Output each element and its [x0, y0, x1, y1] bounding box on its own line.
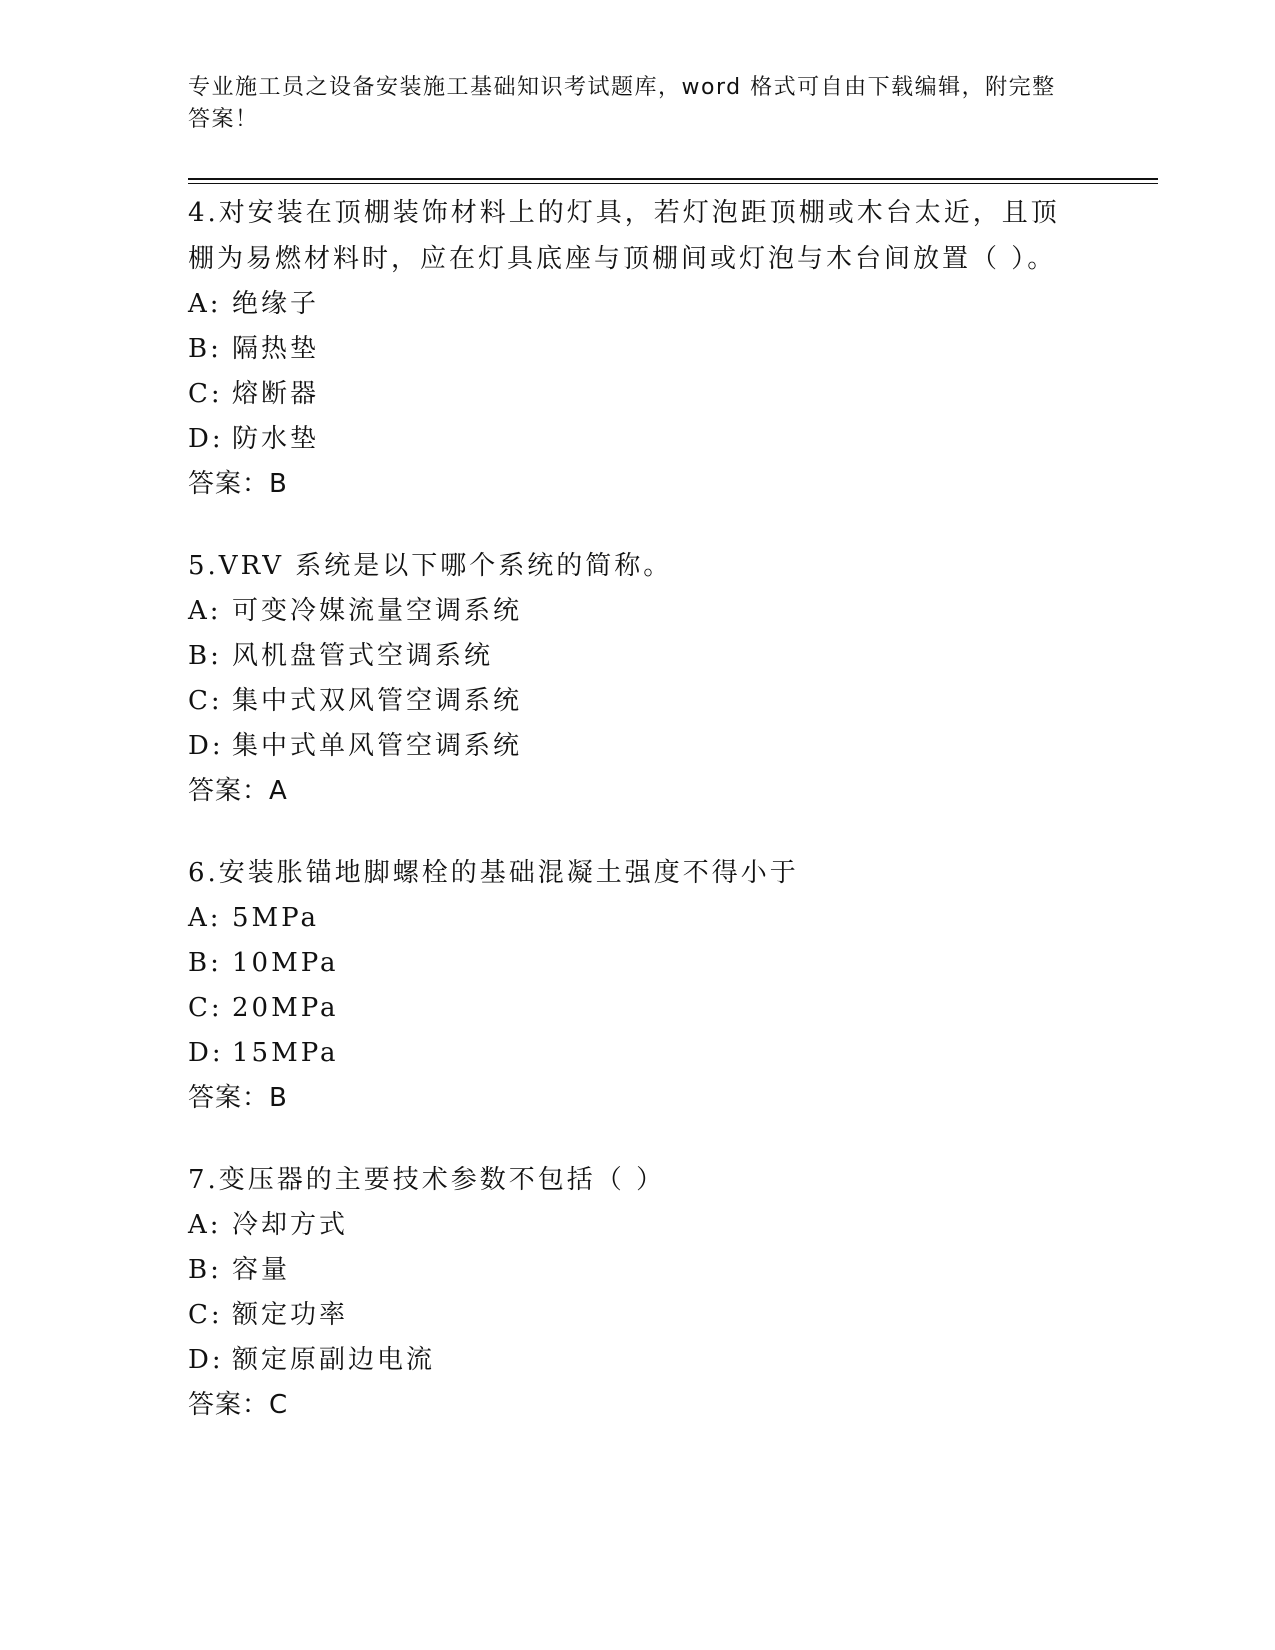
option-a: [188, 896, 1088, 941]
answer: 答案：A: [188, 776, 288, 806]
option-letter: C:: [188, 379, 223, 409]
option-text: 容量: [232, 1255, 291, 1285]
question-text: 7.变压器的主要技术参数不包括（ ）: [188, 1165, 666, 1195]
option-letter: B:: [188, 1255, 222, 1285]
option-b: [188, 941, 1088, 986]
question-text: 6.安装胀锚地脚螺栓的基础混凝土强度不得小于: [188, 858, 799, 888]
option-c: [188, 1293, 1088, 1338]
option-d: [188, 724, 1088, 769]
option-text: 风机盘管式空调系统: [232, 641, 494, 671]
option-letter: C:: [188, 1300, 223, 1330]
option-b: [188, 327, 1088, 372]
option-text: 10MPa: [232, 948, 339, 978]
option-c: [188, 986, 1088, 1031]
option-letter: D:: [188, 731, 224, 761]
question-list: [188, 190, 1088, 1464]
question-4: [188, 190, 1088, 507]
question-5: [188, 543, 1088, 814]
answer: 答案：C: [188, 1390, 289, 1420]
option-text: 隔热垫: [232, 334, 320, 364]
option-text: 防水垫: [232, 424, 320, 454]
option-text: 15MPa: [232, 1038, 339, 1068]
option-letter: D:: [188, 1038, 224, 1068]
option-letter: C:: [188, 993, 223, 1023]
answer: 答案：B: [188, 1083, 288, 1113]
option-c: [188, 372, 1088, 417]
option-b: [188, 634, 1088, 679]
option-letter: A:: [188, 903, 222, 933]
option-letter: D:: [188, 424, 224, 454]
option-d: [188, 417, 1088, 462]
header-note: 专业施工员之设备安装施工基础知识考试题库，word 格式可自由下载编辑，附完整答案！: [188, 75, 1056, 132]
option-letter: B:: [188, 948, 222, 978]
option-text: 集中式双风管空调系统: [232, 686, 523, 716]
option-letter: A:: [188, 289, 222, 319]
option-text: 绝缘子: [232, 289, 320, 319]
option-letter: B:: [188, 641, 222, 671]
question-text: 4.对安装在顶棚装饰材料上的灯具，若灯泡距顶棚或木台太近，且顶棚为易燃材料时，应在灯具底座与顶棚间或灯泡与木台间放置（ ）。: [188, 198, 1060, 274]
header-rule-thin: [188, 183, 1158, 184]
option-letter: B:: [188, 334, 222, 364]
option-letter: C:: [188, 686, 223, 716]
question-6: [188, 850, 1088, 1121]
option-text: 集中式单风管空调系统: [232, 731, 523, 761]
answer: 答案：B: [188, 469, 288, 499]
option-letter: D:: [188, 1345, 224, 1375]
question-text: 5.VRV 系统是以下哪个系统的简称。: [188, 551, 673, 581]
option-d: [188, 1338, 1088, 1383]
option-text: 可变冷媒流量空调系统: [232, 596, 523, 626]
header-rule-thick: [188, 178, 1158, 180]
option-letter: A:: [188, 596, 222, 626]
option-a: [188, 1203, 1088, 1248]
option-letter: A:: [188, 1210, 222, 1240]
option-text: 熔断器: [232, 379, 320, 409]
question-7: [188, 1157, 1088, 1428]
option-text: 冷却方式: [232, 1210, 349, 1240]
option-b: [188, 1248, 1088, 1293]
option-d: [188, 1031, 1088, 1076]
option-a: [188, 282, 1088, 327]
option-c: [188, 679, 1088, 724]
option-text: 额定功率: [232, 1300, 349, 1330]
option-text: 5MPa: [232, 903, 319, 933]
option-text: 20MPa: [232, 993, 339, 1023]
option-a: [188, 589, 1088, 634]
option-text: 额定原副边电流: [232, 1345, 436, 1375]
